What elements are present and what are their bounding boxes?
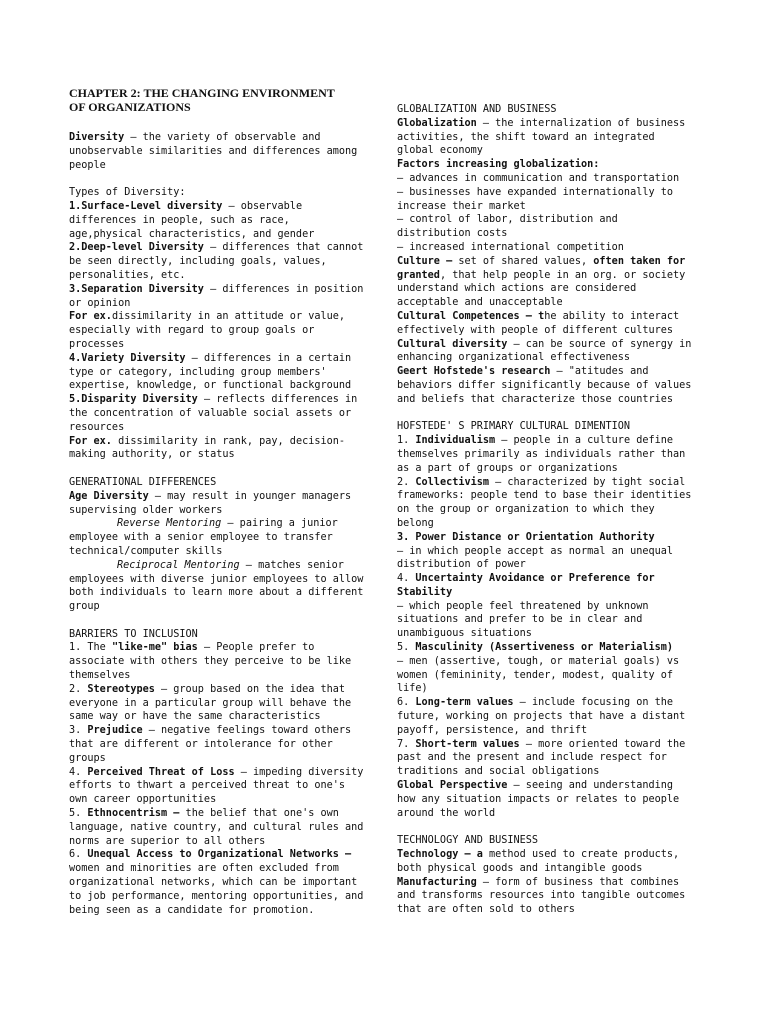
emphasis: often taken for granted: [397, 255, 686, 281]
barrier-3: [69, 724, 369, 765]
term: Reciprocal Mentoring: [117, 559, 240, 571]
cultural-competences-item: [397, 310, 695, 338]
global-perspective-item: [397, 779, 695, 820]
dimension-5: [397, 641, 695, 696]
term: 3.Separation Diversity: [69, 283, 204, 295]
term: "like-me" bias: [111, 642, 198, 654]
dimension-1: [397, 434, 695, 475]
culture-item: [397, 255, 695, 310]
definition: – observable differences in people, such as race, age,physical characteristics, and gender: [69, 200, 315, 240]
number: 4.: [397, 573, 416, 585]
definition: he ability to interact effectively with people of different cultures: [397, 310, 680, 336]
definition: – which people feel threatened by unknown situations and prefer to be in clear and unambiguous situations: [397, 600, 649, 640]
right-column: [397, 103, 695, 917]
term: Uncertainty Avoidance or Preference for Stability: [397, 573, 655, 598]
term: 3. Power Distance or Orientation Authority: [397, 531, 655, 543]
variety-item: [69, 352, 369, 393]
definition: set of shared values,: [452, 255, 594, 267]
deep-level-item: [69, 241, 369, 282]
number: 5.: [69, 808, 88, 820]
definition: – pairing a junior employee with a senior employee to transfer technical/computer skills: [69, 518, 338, 557]
types-heading: Types of Diversity:: [69, 187, 186, 199]
barrier-4: [69, 766, 369, 807]
factor-1: – advances in communication and transportation: [397, 172, 680, 184]
term: Collectivism: [415, 476, 490, 488]
term: Masculinity (Assertiveness or Materialism): [415, 642, 674, 654]
chapter-title-line-2: OF ORGANIZATIONS: [69, 100, 191, 114]
definition: – negative feelings toward others that are different or intolerance for other groups: [69, 725, 352, 764]
number: 5.: [397, 642, 416, 654]
definition: dissimilarity in an attitude or value, especially with regard to group goals or processes: [69, 311, 346, 350]
term: Globalization: [397, 117, 477, 129]
number: 6.: [69, 849, 88, 861]
number: 4.: [69, 766, 88, 778]
definition: – people in a culture define themselves primarily as individuals rather than as a part of groups or organizations: [397, 435, 686, 474]
chapter-title: [69, 86, 369, 114]
diversity-definition: [69, 131, 369, 172]
cultural-diversity-item: [397, 338, 695, 366]
technology-heading: TECHNOLOGY AND BUSINESS: [397, 835, 539, 847]
definition: women and minorities are often excluded from organizational networks, which can be important to job performance, mentoring opportunities, and being seen as a candidate for promotion.: [69, 863, 364, 916]
factor-2: – businesses have expanded internationally to increase their market: [397, 186, 674, 212]
dimension-2: [397, 476, 695, 531]
generational-heading: GENERATIONAL DIFFERENCES: [69, 476, 217, 488]
definition: – matches senior employees with diverse junior employees to allow both individuals to learn more about a different group: [69, 559, 364, 613]
surface-level-item: [69, 200, 369, 241]
term: Cultural Competences – t: [397, 310, 545, 322]
term: Technology – a: [397, 849, 483, 861]
number: 2.: [69, 683, 88, 695]
hofstede-research-item: [397, 365, 695, 406]
definition: – differences in position or opinion: [69, 283, 364, 309]
barrier-2: [69, 683, 369, 724]
definition: – People prefer to associate with others they perceive to be like themselves: [69, 642, 352, 682]
globalization-item: [397, 117, 695, 158]
age-diversity-item: [69, 490, 369, 518]
definition-cont: , that help people in an org. or society understand which actions are considered acceptable and unacceptable: [397, 269, 686, 309]
definition: – characterized by tight social frameworks: people tend to base their identities on the group or organization to which they belong: [397, 476, 692, 529]
term: Manufacturing: [397, 876, 477, 888]
number: 3.: [69, 725, 88, 737]
definition: – group based on the idea that everyone in a particular group will behave the same way or have the same characteristics: [69, 683, 352, 723]
term: Perceived Threat of Loss: [87, 766, 235, 778]
definition: – differences that cannot be seen directly, including goals, values, personalities, etc.: [69, 242, 364, 281]
example-1: [69, 310, 369, 351]
chapter-title-line-1: CHAPTER 2: THE CHANGING ENVIRONMENT: [69, 86, 335, 100]
term: Individualism: [415, 435, 496, 447]
term: Age Diversity: [69, 490, 149, 502]
term: Ethnocentrism –: [87, 808, 180, 820]
number: 1. The: [69, 642, 112, 654]
definition: – seeing and understanding how any situation impacts or relates to people around the world: [397, 780, 680, 819]
manufacturing-item: [397, 876, 695, 917]
definition: – "atitudes and behaviors differ significantly because of values and beliefs that characterize those countries: [397, 366, 692, 405]
term: Geert Hofstede's research: [397, 366, 551, 378]
globalization-heading: GLOBALIZATION AND BUSINESS: [397, 104, 557, 115]
term: Unequal Access to Organizational Networks –: [87, 849, 352, 861]
reverse-mentoring-item: [69, 517, 369, 558]
term: For ex.: [69, 435, 112, 447]
definition: method used to create products, both physical goods and intangible goods: [397, 849, 680, 874]
definition: – differences in a certain type or category, including group members' expertise, knowledge, or functional background: [69, 352, 352, 392]
barrier-5: [69, 807, 369, 848]
dimension-4: [397, 572, 695, 641]
term: 2.Deep-level Diversity: [69, 242, 204, 254]
number: 2.: [397, 476, 416, 488]
barrier-6: [69, 848, 369, 917]
disparity-item: [69, 393, 369, 434]
definition: – the variety of observable and unobservable similarities and differences among people: [69, 132, 358, 171]
term: Diversity: [69, 132, 125, 143]
factor-4: – increased international competition: [397, 241, 624, 253]
term: Reverse Mentoring: [117, 518, 222, 530]
factors-heading: Factors increasing globalization:: [397, 159, 600, 171]
definition: – include focusing on the future, working on projects that have a distant payoff, persistence, and thrift: [397, 697, 686, 736]
term: Stereotypes: [87, 683, 155, 695]
factor-3: – control of labor, distribution and distribution costs: [397, 214, 618, 240]
technology-item: [397, 848, 695, 876]
definition: – the internalization of business activities, the shift toward an integrated global economy: [397, 117, 686, 157]
definition: – in which people accept as normal an unequal distribution of power: [397, 545, 674, 571]
definition: – reflects differences in the concentration of valuable social assets or resources: [69, 394, 358, 433]
number: 6.: [397, 697, 416, 709]
reciprocal-mentoring-item: [69, 559, 369, 614]
dimension-3: [397, 531, 695, 572]
dimension-7: [397, 738, 695, 779]
number: 1.: [397, 435, 416, 447]
term: Short-term values: [415, 738, 520, 750]
definition: dissimilarity in rank, pay, decision-making authority, or status: [69, 435, 346, 461]
term: 4.Variety Diversity: [69, 352, 186, 364]
term: Cultural diversity: [397, 338, 508, 350]
hofstede-heading: HOFSTEDE' S PRIMARY CULTURAL DIMENTION: [397, 421, 631, 433]
term: 1.Surface-Level diversity: [69, 200, 223, 212]
example-2: [69, 435, 369, 463]
definition: – more oriented toward the past and the present and include respect for traditions and social obligations: [397, 738, 686, 778]
term: Long-term values: [415, 697, 514, 709]
barrier-1: [69, 641, 369, 682]
term: Prejudice: [87, 725, 143, 737]
number: 7.: [397, 738, 416, 750]
definition: – form of business that combines and transforms resources into tangible outcomes that are often sold to others: [397, 876, 686, 916]
term: For ex.: [69, 311, 112, 323]
barriers-heading: BARRIERS TO INCLUSION: [69, 628, 198, 640]
definition: – can be source of synergy in enhancing organizational effectiveness: [397, 338, 692, 364]
separation-item: [69, 283, 369, 311]
dimension-6: [397, 696, 695, 737]
term: Global Perspective: [397, 780, 508, 792]
definition: the belief that one's own language, native country, and cultural rules and norms are superior to all others: [69, 808, 364, 847]
definition: – men (assertive, tough, or material goals) vs women (femininity, tender, modest, quality of life): [397, 655, 680, 695]
definition: – impeding diversity efforts to thwart a perceived threat to one's own career opportunities: [69, 766, 364, 806]
definition: – may result in younger managers supervising older workers: [69, 490, 352, 516]
term: Culture –: [397, 255, 453, 267]
left-column: [69, 131, 369, 917]
term: 5.Disparity Diversity: [69, 394, 198, 406]
